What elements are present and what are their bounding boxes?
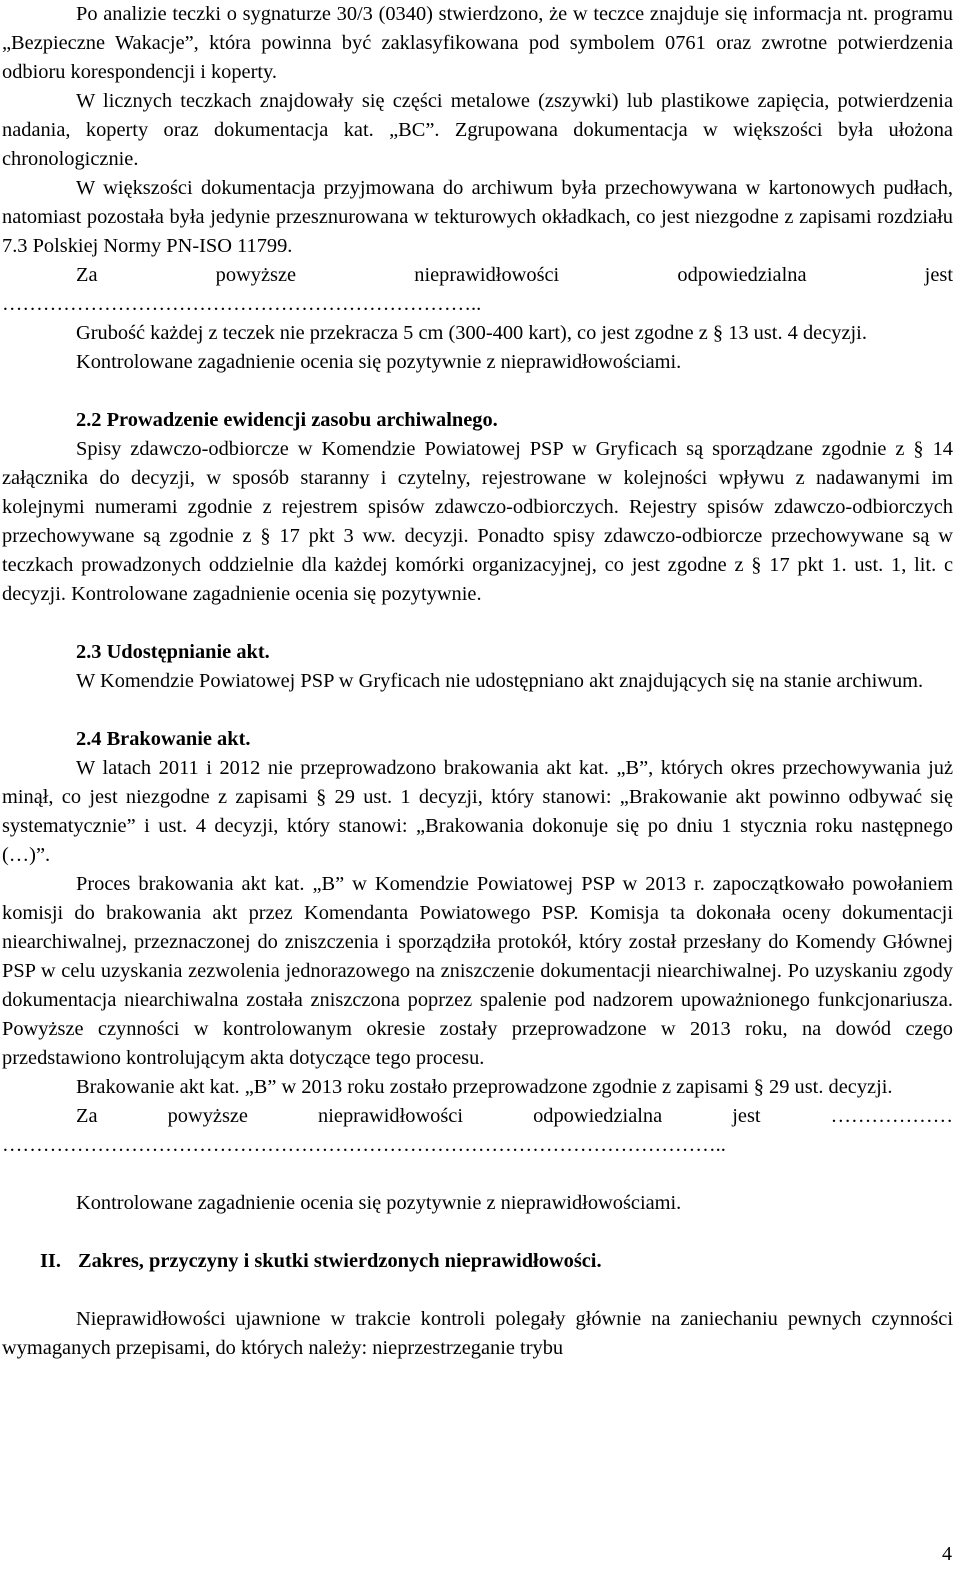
- paragraph-spisy-zdawczo-odbiorcze: Spisy zdawczo-odbiorcze w Komendzie Powiatowej PSP w Gryficach są sporządzane zgodnie z § 14 załącznika do decyzji, w sposób staranny i czytelny, rejestrowane w kolejności wpływu z nadawanymi im kolejnymi numerami zgodnie z rejestrem spisów zdawczo-odbiorczych. Rejestry spisów zdawczo-odbiorczych przechowywane są zgodnie z § 17 pkt 3 ww. decyzji. Ponadto spisy zdawczo-odbiorcze przechowywane są w teczkach prowadzonych oddzielnie dla każdej komórki organizacyjnej, co jest zgodne z § 17 pkt 1. ust. 1, lit. c decyzji. Kontrolowane zagadnienie ocenia się pozytywnie.: [2, 438, 953, 605]
- paragraph-udostepnianie: W Komendzie Powiatowej PSP w Gryficach nie udostępniano akt znajdujących się na stanie archiwum.: [76, 670, 924, 692]
- paragraph-zszywki: W licznych teczkach znajdowały się części metalowe (zszywki) lub plastikowe zapięcia, potwierdzenia nadania, koperty oraz dokumentacja kat. „BC”. Zgrupowana dokumentacja w większości była ułożona chronologicznie.: [2, 90, 953, 170]
- section-heading-2-2: 2.2 Prowadzenie ewidencji zasobu archiwalnego.: [76, 409, 498, 431]
- paragraph-ocena-2: Kontrolowane zagadnienie ocenia się pozytywnie z nieprawidłowościami.: [76, 1192, 682, 1214]
- page-number: 4: [942, 1543, 952, 1565]
- paragraph-teczka-30-3: Po analizie teczki o sygnaturze 30/3 (0340) stwierdzono, że w teczce znajduje się informacja nt. programu „Bezpieczne Wakacje”, która powinna być zaklasyfikowana pod symbolem 0761 oraz zwrotne potwierdzenia odbioru korespondencji i koperty.: [2, 3, 953, 83]
- paragraph-brakowanie-2013: Brakowanie akt kat. „B” w 2013 roku zostało przeprowadzone zgodnie z zapisami § 29 ust. decyzji.: [76, 1076, 893, 1098]
- section-heading-II-number: II.: [40, 1250, 61, 1272]
- paragraph-ocena-1: Kontrolowane zagadnienie ocenia się pozytywnie z nieprawidłowościami.: [76, 351, 682, 373]
- section-heading-2-4: 2.4 Brakowanie akt.: [76, 728, 251, 750]
- paragraph-grubosc-teczek: Grubość każdej z teczek nie przekracza 5 cm (300-400 kart), co jest zgodne z § 13 ust. 4 decyzji.: [76, 322, 867, 344]
- section-heading-2-3: 2.3 Udostępnianie akt.: [76, 641, 270, 663]
- paragraph-brakowanie-2011-2012: W latach 2011 i 2012 nie przeprowadzono brakowania akt kat. „B”, których okres przechowywania już minął, co jest niezgodne z zapisami § 29 ust. 1 decyzji, który stanowi: „Brakowanie akt powinno odbywać się systematycznie” i ust. 4 decyzji, który stanowi: „Brakowania dokonuje się po dniu 1 stycznia roku następnego (…)”.: [2, 757, 953, 866]
- paragraph-nieprawidlowosci: Nieprawidłowości ujawnione w trakcie kontroli polegały głównie na zaniechaniu pewnych czynności wymaganych przepisami, do których należy: nieprzestrzeganie trybu: [2, 1308, 953, 1359]
- section-heading-II-title: Zakres, przyczyny i skutki stwierdzonych nieprawidłowości.: [78, 1250, 602, 1272]
- paragraph-odpowiedzialna-2: Za powyższe nieprawidłowości odpowiedzialna jest ……………… ……………………………………………………………………………………………..: [2, 1105, 953, 1156]
- document-body: [2, 0, 953, 1363]
- section-heading-II: [2, 1247, 953, 1276]
- paragraph-kartonowe-pudla: W większości dokumentacja przyjmowana do archiwum była przechowywana w kartonowych pudłach, natomiast pozostała była jedynie przesznurowana w tekturowych okładkach, co jest niezgodne z zapisami rozdziału 7.3 Polskiej Normy PN-ISO 11799.: [2, 177, 953, 257]
- paragraph-odpowiedzialna-1: Za powyższe nieprawidłowości odpowiedzialna jest ……………………………………………………………..: [2, 264, 953, 315]
- paragraph-proces-brakowania: Proces brakowania akt kat. „B” w Komendzie Powiatowej PSP w 2013 r. zapoczątkowało powołaniem komisji do brakowania akt przez Komendanta Powiatowego PSP. Komisja ta dokonała oceny dokumentacji niearchiwalnej, przeznaczonej do zniszczenia i sporządziła protokół, który został przesłany do Komendy Głównej PSP w celu uzyskania zezwolenia jednorazowego na zniszczenie dokumentacji niearchiwalnej. Po uzyskaniu zgody dokumentacja niearchiwalna została zniszczona poprzez spalenie pod nadzorem upoważnionego funkcjonariusza. Powyższe czynności w kontrolowanym okresie zostały przeprowadzone w 2013 roku, na dowód czego przedstawiono kontrolującym akta dotyczące tego procesu.: [2, 873, 953, 1069]
